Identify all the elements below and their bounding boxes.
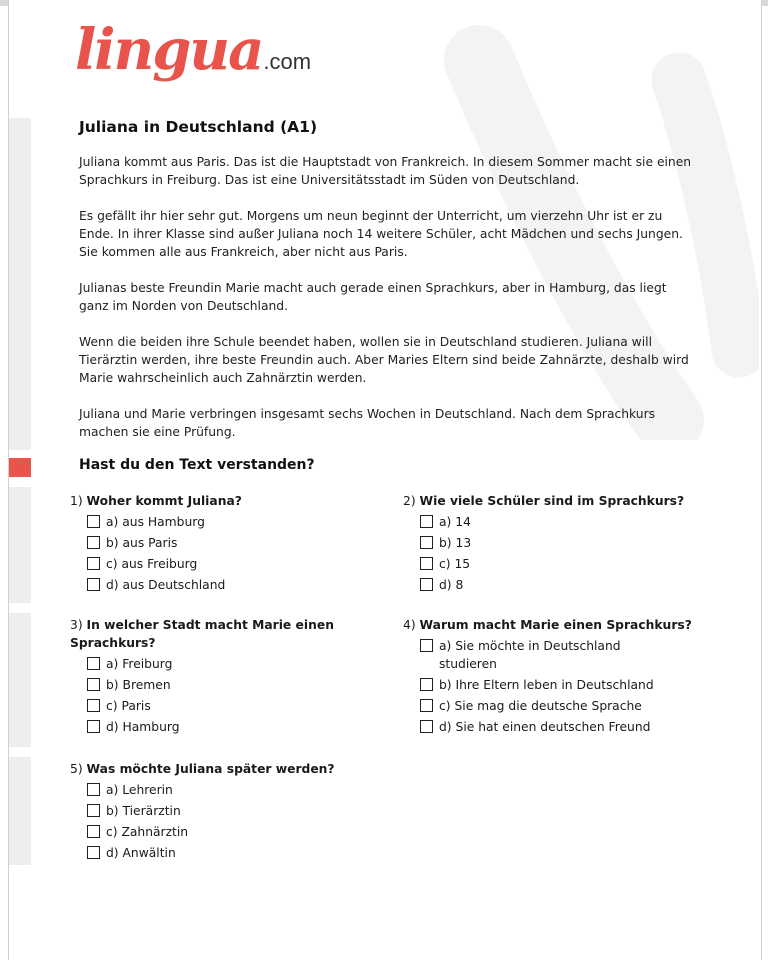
question-text: Woher kommt Juliana? (86, 494, 242, 508)
answer-option[interactable] (420, 637, 723, 673)
checkbox[interactable] (420, 536, 433, 549)
answer-option[interactable] (87, 676, 340, 694)
worksheet-page (8, 0, 762, 960)
question-label (403, 616, 723, 634)
question-number: 5) (70, 762, 83, 776)
option-label: c) 15 (439, 557, 471, 571)
checkbox[interactable] (87, 678, 100, 691)
option-label: a) 14 (439, 515, 471, 529)
question-label (70, 760, 370, 778)
answer-option[interactable] (87, 823, 370, 841)
question-2 (403, 492, 723, 597)
question-text: Warum macht Marie einen Sprachkurs? (419, 618, 692, 632)
answer-option[interactable] (420, 555, 723, 573)
checkbox[interactable] (420, 578, 433, 591)
logo-wordmark: lingua (75, 17, 263, 83)
margin-band (9, 118, 31, 450)
page-title: Juliana in Deutschland (A1) (79, 118, 318, 136)
question-label (70, 492, 370, 510)
text-paragraph: Wenn die beiden ihre Schule beendet haben, wollen sie in Deutschland studieren. Juliana will Tierärztin werden, ihre beste Freundin auch. Aber Maries Eltern sind beide Zahnärzte, deshalb wird Marie wahrscheinlich auch Zahnärztin werden. (79, 335, 689, 385)
logo-domain: .com (263, 49, 312, 74)
answer-option[interactable] (420, 697, 723, 715)
checkbox[interactable] (87, 657, 100, 670)
answer-option[interactable] (87, 781, 370, 799)
question-3 (70, 616, 340, 739)
margin-band (9, 757, 31, 865)
checkbox[interactable] (420, 515, 433, 528)
checkbox[interactable] (87, 720, 100, 733)
answer-option[interactable] (87, 802, 370, 820)
answer-option[interactable] (87, 576, 370, 594)
option-label: b) aus Paris (106, 536, 178, 550)
checkbox[interactable] (420, 639, 433, 652)
answer-option[interactable] (420, 718, 723, 736)
option-label: c) Sie mag die deutsche Sprache (439, 699, 642, 713)
answer-option[interactable] (87, 534, 370, 552)
question-number: 4) (403, 618, 416, 632)
option-label: c) Paris (106, 699, 151, 713)
checkbox[interactable] (87, 557, 100, 570)
checkbox[interactable] (87, 783, 100, 796)
option-label: d) Hamburg (106, 720, 180, 734)
text-paragraph: Es gefällt ihr hier sehr gut. Morgens um neun beginnt der Unterricht, um vierzehn Uhr ist er zu Ende. In ihrer Klasse sind außer Juliana noch 14 weitere Schüler, acht Mädchen und sechs Jungen. Sie kommen alle aus Frankreich, aber nicht aus Paris. (79, 209, 683, 259)
option-label: c) aus Freiburg (106, 557, 198, 571)
question-number: 3) (70, 618, 83, 632)
question-number: 2) (403, 494, 416, 508)
checkbox[interactable] (420, 699, 433, 712)
checkbox[interactable] (420, 720, 433, 733)
answer-option[interactable] (420, 676, 723, 694)
option-label: a) Lehrerin (106, 783, 173, 797)
checkbox[interactable] (87, 515, 100, 528)
checkbox[interactable] (420, 678, 433, 691)
checkbox[interactable] (87, 578, 100, 591)
question-number: 1) (70, 494, 83, 508)
margin-band (9, 613, 31, 747)
option-label: d) Anwältin (106, 846, 176, 860)
answer-option[interactable] (420, 576, 723, 594)
checkbox[interactable] (87, 699, 100, 712)
question-5 (70, 760, 370, 865)
option-label: d) aus Deutschland (106, 578, 226, 592)
option-label: a) Freiburg (106, 657, 173, 671)
answer-option[interactable] (87, 655, 340, 673)
option-label: a) aus Hamburg (106, 515, 205, 529)
option-label: b) 13 (439, 536, 472, 550)
answer-option[interactable] (87, 844, 370, 862)
text-paragraph: Julianas beste Freundin Marie macht auch gerade einen Sprachkurs, aber in Hamburg, das liegt ganz im Norden von Deutschland. (79, 281, 667, 313)
option-label: c) Zahnärztin (106, 825, 189, 839)
question-text: Was möchte Juliana später werden? (86, 762, 335, 776)
checkbox[interactable] (87, 825, 100, 838)
checkbox[interactable] (87, 846, 100, 859)
answer-option[interactable] (87, 555, 370, 573)
answer-option[interactable] (87, 697, 340, 715)
answer-option[interactable] (87, 718, 340, 736)
question-text: Wie viele Schüler sind im Sprachkurs? (419, 494, 685, 508)
question-label (70, 616, 340, 652)
question-text: In welcher Stadt macht Marie einen Sprachkurs? (70, 618, 334, 650)
question-label (403, 492, 723, 510)
answer-option[interactable] (420, 513, 723, 531)
lingua-logo (75, 17, 312, 83)
option-label: d) Sie hat einen deutschen Freund (439, 720, 651, 734)
question-1 (70, 492, 370, 597)
checkbox[interactable] (87, 536, 100, 549)
option-label: b) Tierärztin (106, 804, 181, 818)
checkbox[interactable] (87, 804, 100, 817)
answer-option[interactable] (87, 513, 370, 531)
option-label: d) 8 (439, 578, 464, 592)
quiz-heading: Hast du den Text verstanden? (79, 457, 315, 473)
answer-option[interactable] (420, 534, 723, 552)
checkbox[interactable] (420, 557, 433, 570)
margin-band (9, 487, 31, 603)
margin-band-accent (9, 458, 31, 477)
question-4 (403, 616, 723, 739)
option-label: b) Bremen (106, 678, 171, 692)
text-paragraph: Juliana und Marie verbringen insgesamt sechs Wochen in Deutschland. Nach dem Sprachkurs machen sie eine Prüfung. (79, 407, 656, 439)
option-label: a) Sie möchte in Deutschland studieren (439, 639, 621, 671)
text-paragraph: Juliana kommt aus Paris. Das ist die Hauptstadt von Frankreich. In diesem Sommer macht sie einen Sprachkurs in Freiburg. Das ist eine Universitätsstadt im Süden von Deutschland. (79, 155, 692, 187)
option-label: b) Ihre Eltern leben in Deutschland (439, 678, 654, 692)
